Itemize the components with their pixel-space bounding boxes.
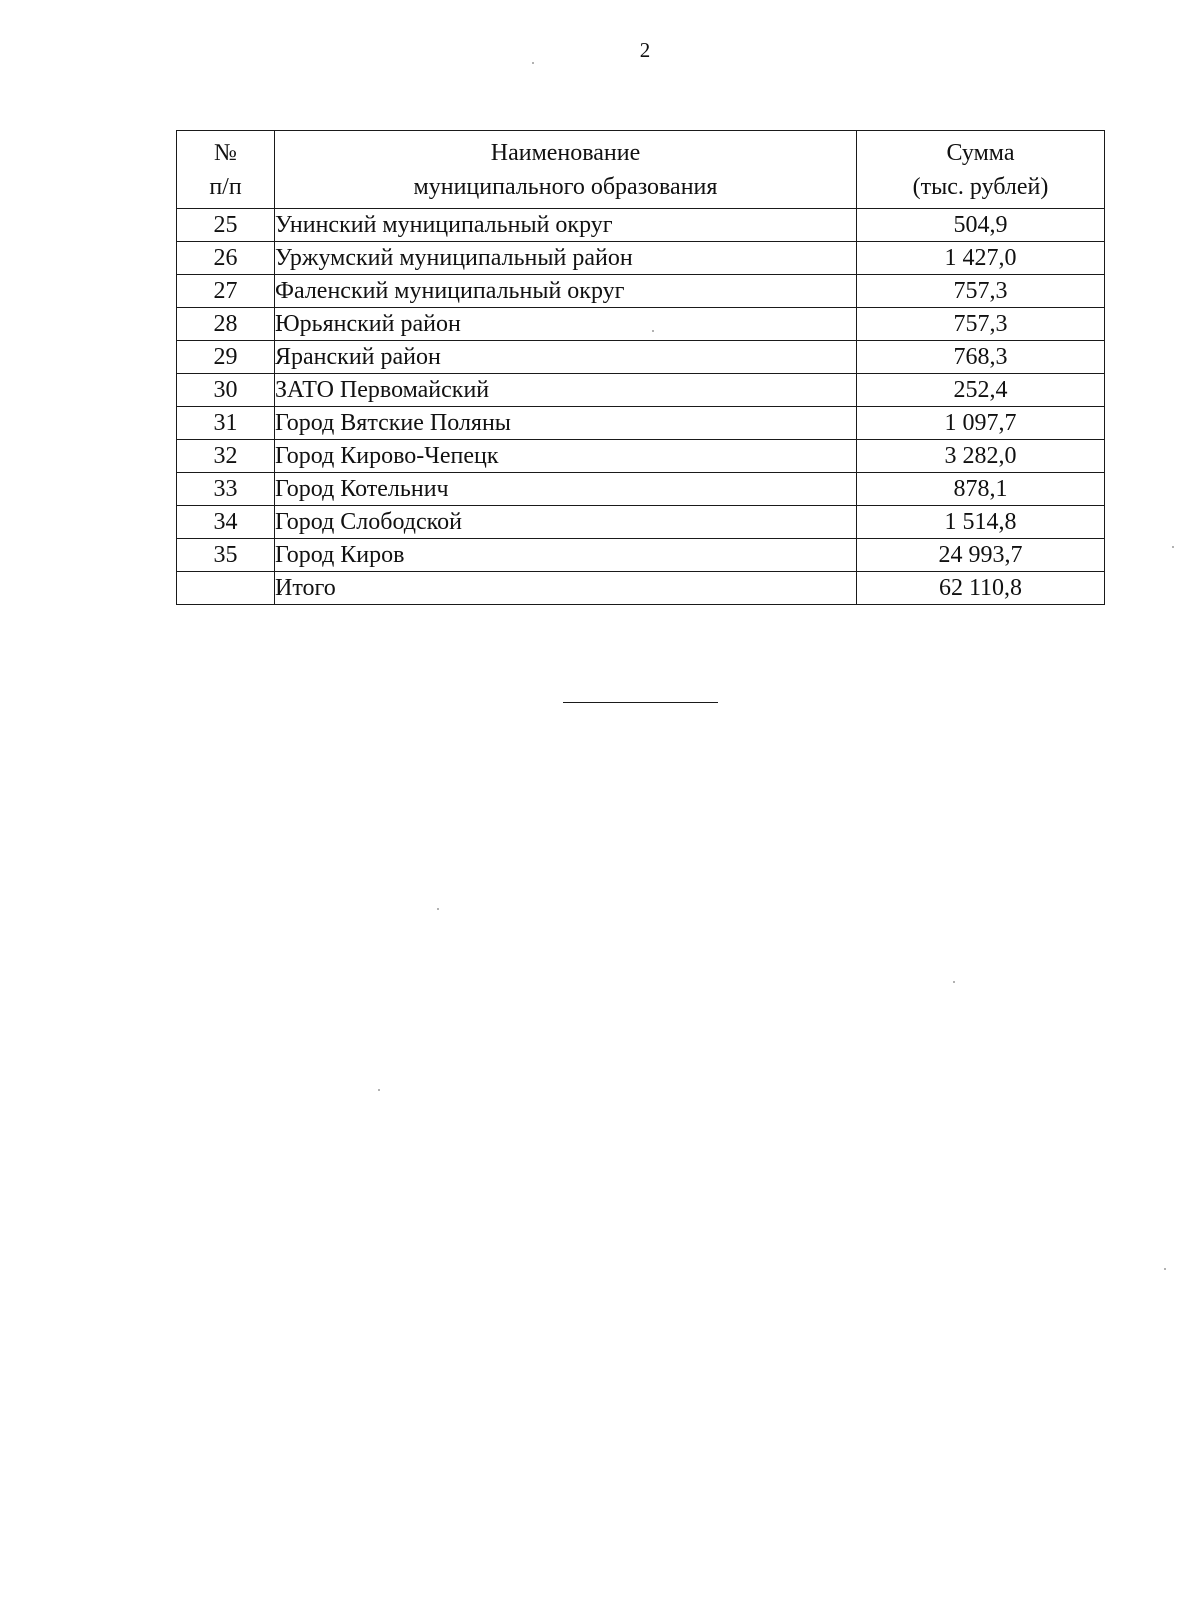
row-number: 34 [177, 506, 275, 539]
municipality-name: Город Киров [275, 539, 857, 572]
table-total-row [177, 572, 1105, 605]
header-number [177, 131, 275, 209]
municipality-name: Фаленский муниципальный округ [275, 275, 857, 308]
row-number: 25 [177, 209, 275, 242]
municipality-name: Город Слободской [275, 506, 857, 539]
table-row [177, 308, 1105, 341]
table-header-row [177, 131, 1105, 209]
municipality-name: Город Кирово-Чепецк [275, 440, 857, 473]
header-municipality-line1: Наименование [490, 139, 641, 166]
header-number-line1: № [214, 139, 237, 166]
sum-value: 252,4 [857, 374, 1105, 407]
table-row [177, 539, 1105, 572]
header-municipality [275, 131, 857, 209]
sum-value: 757,3 [857, 275, 1105, 308]
scan-speck [532, 62, 534, 64]
row-number: 30 [177, 374, 275, 407]
municipality-name: Город Котельнич [275, 473, 857, 506]
table-row [177, 407, 1105, 440]
sum-value: 878,1 [857, 473, 1105, 506]
total-number [177, 572, 275, 605]
sum-value: 757,3 [857, 308, 1105, 341]
table-row [177, 341, 1105, 374]
row-number: 33 [177, 473, 275, 506]
row-number: 26 [177, 242, 275, 275]
table-row [177, 506, 1105, 539]
table-row [177, 242, 1105, 275]
end-of-document-rule [563, 702, 718, 703]
row-number: 27 [177, 275, 275, 308]
page-number: 2 [639, 38, 651, 62]
row-number: 28 [177, 308, 275, 341]
sum-value: 768,3 [857, 341, 1105, 374]
scan-speck [953, 981, 955, 983]
row-number: 29 [177, 341, 275, 374]
sum-value: 24 993,7 [857, 539, 1105, 572]
sum-value: 1 427,0 [857, 242, 1105, 275]
table-row [177, 374, 1105, 407]
scan-speck [378, 1089, 380, 1091]
table-row [177, 473, 1105, 506]
municipality-name: Юрьянский район [275, 308, 857, 341]
sum-value: 1 514,8 [857, 506, 1105, 539]
header-sum [857, 131, 1105, 209]
scan-speck [437, 908, 439, 910]
total-sum: 62 110,8 [857, 572, 1105, 605]
municipality-name: ЗАТО Первомайский [275, 374, 857, 407]
municipality-name: Уржумский муниципальный район [275, 242, 857, 275]
scan-speck [1172, 546, 1174, 548]
total-label: Итого [275, 572, 857, 605]
table-row [177, 275, 1105, 308]
sum-value: 504,9 [857, 209, 1105, 242]
table-row [177, 440, 1105, 473]
header-sum-line1: Сумма [946, 139, 1015, 166]
scan-speck [652, 330, 654, 332]
municipality-name: Унинский муниципальный округ [275, 209, 857, 242]
sum-value: 1 097,7 [857, 407, 1105, 440]
header-number-line2: п/п [209, 173, 242, 200]
row-number: 31 [177, 407, 275, 440]
table-row [177, 209, 1105, 242]
sum-value: 3 282,0 [857, 440, 1105, 473]
municipality-name: Яранский район [275, 341, 857, 374]
row-number: 32 [177, 440, 275, 473]
scan-speck [1164, 1268, 1166, 1270]
row-number: 35 [177, 539, 275, 572]
municipality-name: Город Вятские Поляны [275, 407, 857, 440]
allocation-table [176, 130, 1105, 605]
header-sum-line2: (тыс. рублей) [912, 173, 1049, 200]
header-municipality-line2: муниципального образования [413, 173, 718, 200]
